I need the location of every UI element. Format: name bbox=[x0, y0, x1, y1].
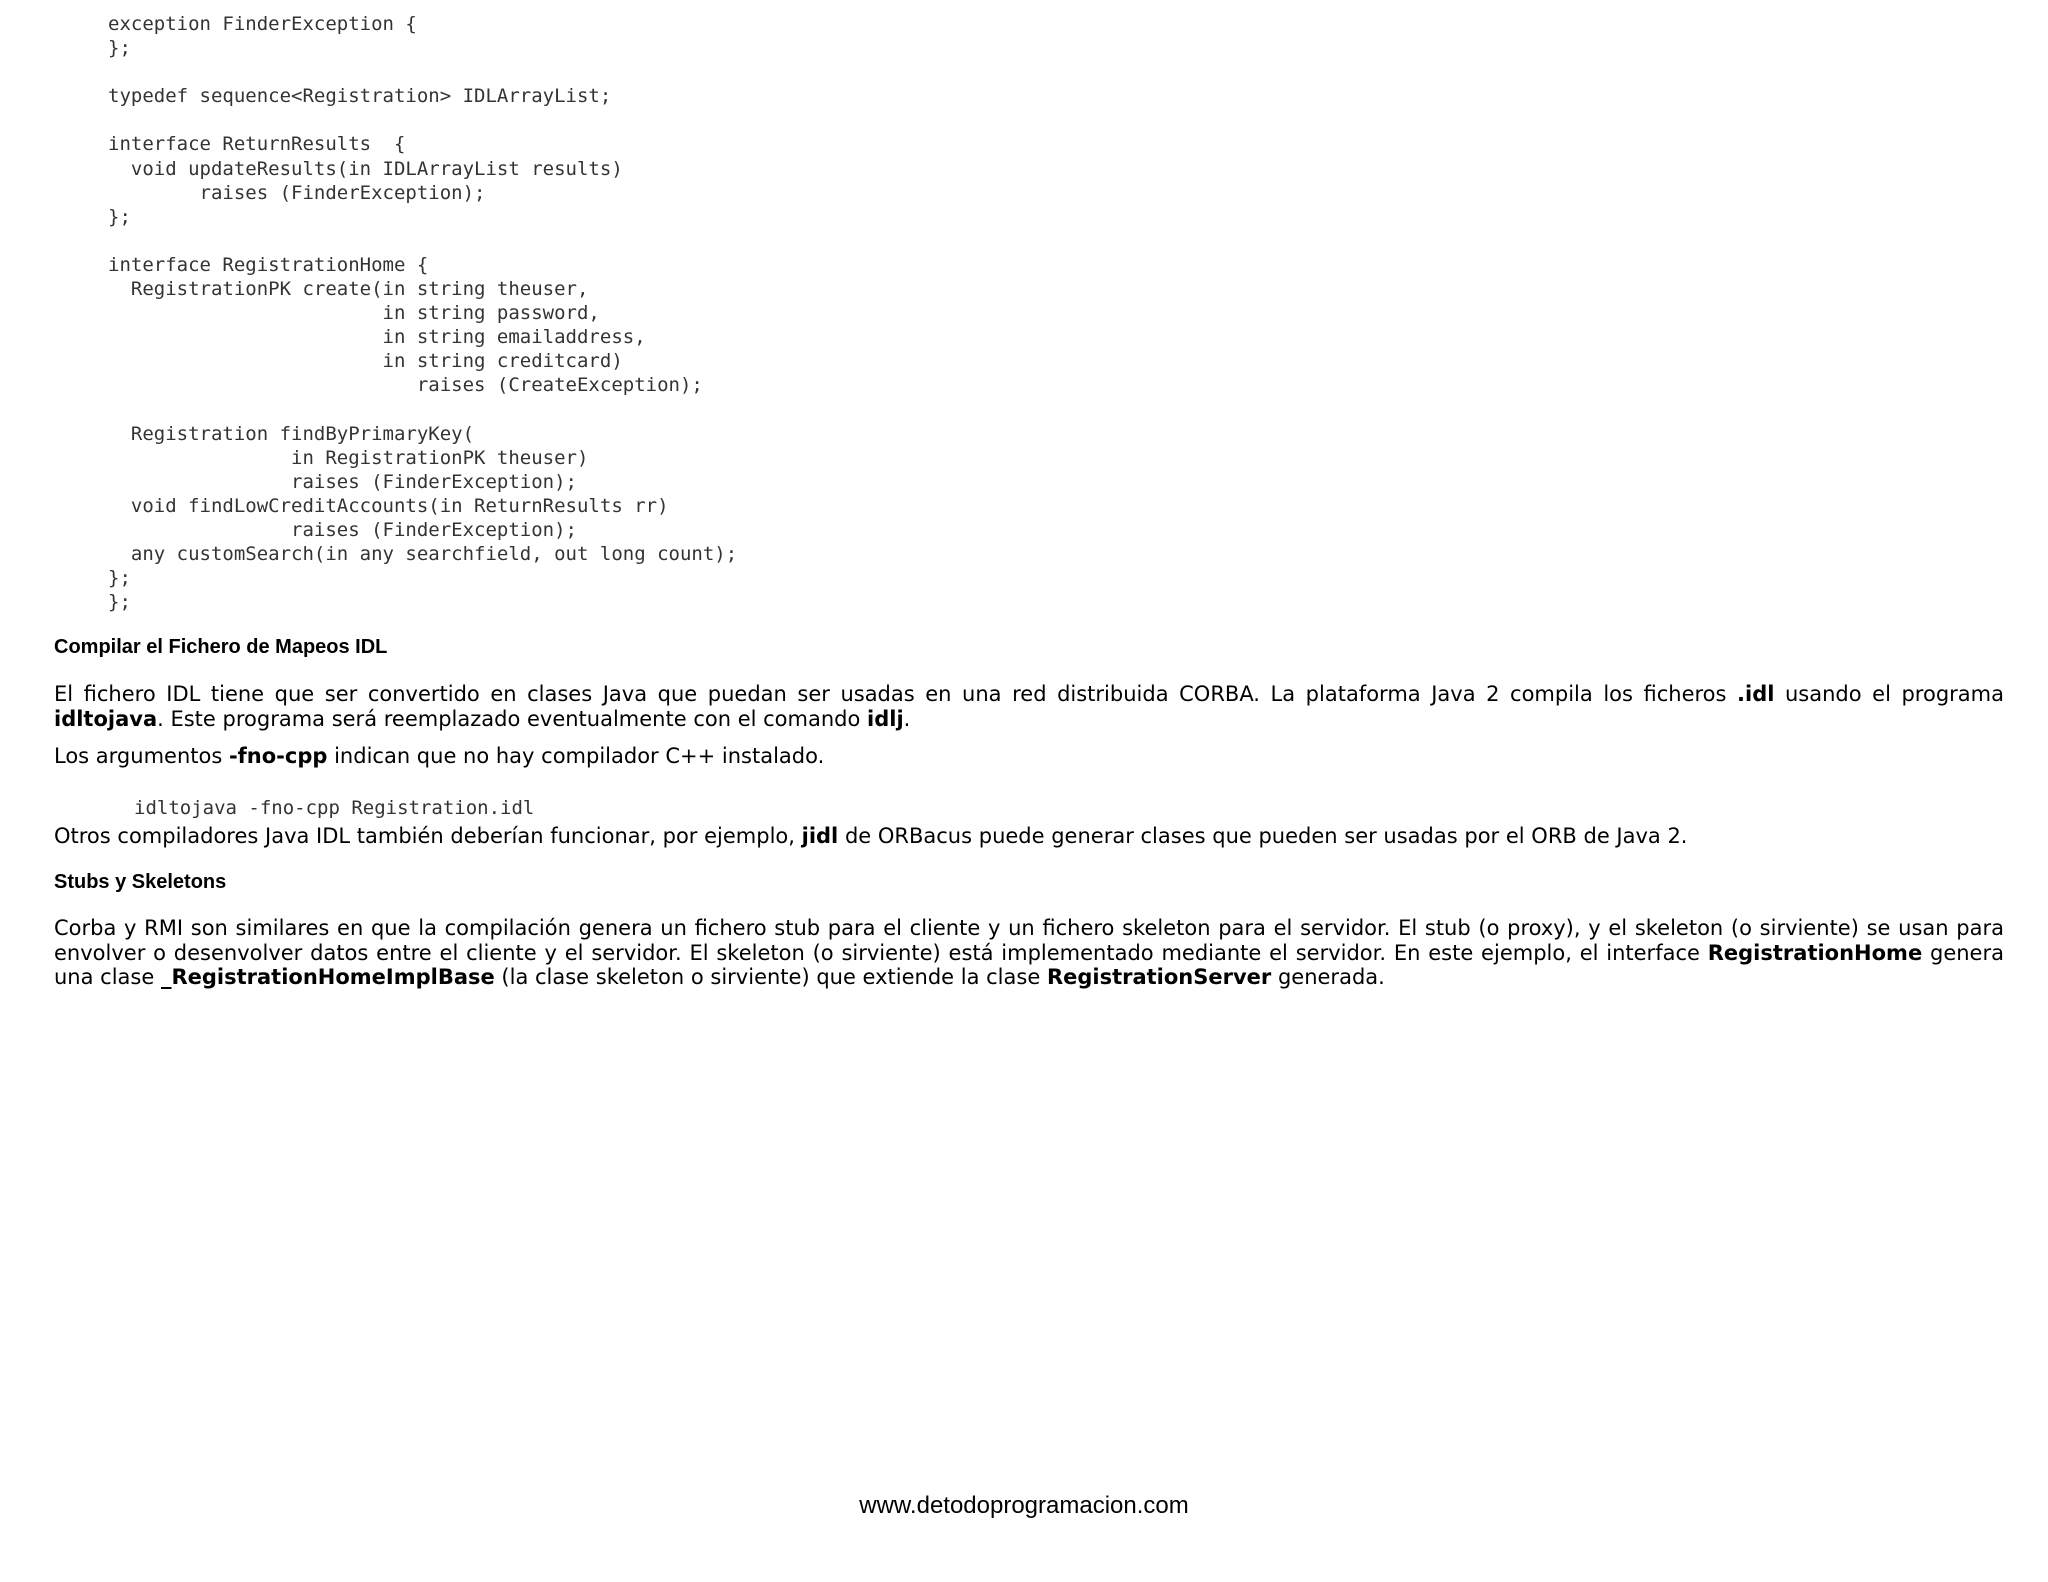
code-line: raises (CreateException); bbox=[108, 374, 703, 397]
code-line: }; bbox=[108, 37, 131, 60]
code-line bbox=[108, 229, 737, 253]
idl-code-block bbox=[108, 12, 737, 614]
code-line bbox=[108, 398, 737, 422]
code-line: in RegistrationPK theuser) bbox=[108, 446, 589, 469]
code-line: void updateResults(in IDLArrayList results) bbox=[108, 157, 623, 180]
code-line bbox=[108, 108, 737, 132]
code-line: interface ReturnResults { bbox=[108, 133, 406, 156]
code-line: void findLowCreditAccounts(in ReturnResults rr) bbox=[108, 494, 669, 517]
code-line: RegistrationPK create(in string theuser, bbox=[108, 278, 589, 301]
code-line: raises (FinderException); bbox=[108, 518, 577, 541]
code-line: }; bbox=[108, 591, 131, 614]
code-line: typedef sequence<Registration> IDLArrayList; bbox=[108, 85, 612, 108]
code-line: Registration findByPrimaryKey( bbox=[108, 422, 475, 445]
footer-url: www.detodoprogramacion.com bbox=[859, 1492, 1189, 1519]
paragraph-arguments: Los argumentos -fno-cpp indican que no hay compilador C++ instalado. bbox=[54, 744, 825, 768]
code-line: raises (FinderException); bbox=[108, 181, 486, 204]
code-line: }; bbox=[108, 205, 131, 228]
paragraph-idl-conversion: El fichero IDL tiene que ser convertido en clases Java que puedan ser usadas en una red distribuida CORBA. La plataforma Java 2 compila los ficheros .idl usando el programa idltojava. Este programa será reemplazado eventualmente con el comando idlj. bbox=[54, 682, 2004, 731]
code-line: in string password, bbox=[108, 302, 600, 325]
code-line: in string creditcard) bbox=[108, 350, 623, 373]
code-line: exception FinderException { bbox=[108, 13, 417, 35]
code-line: any customSearch(in any searchfield, out long count); bbox=[108, 543, 738, 566]
code-line: raises (FinderException); bbox=[108, 470, 577, 493]
section-heading-stubs: Stubs y Skeletons bbox=[54, 871, 227, 893]
code-line: in string emailaddress, bbox=[108, 326, 646, 349]
code-line bbox=[108, 60, 737, 84]
command-example: idltojava -fno-cpp Registration.idl bbox=[134, 797, 535, 819]
code-line: interface RegistrationHome { bbox=[108, 253, 429, 276]
paragraph-other-compilers: Otros compiladores Java IDL también deberían funcionar, por ejemplo, jidl de ORBacus puede generar clases que pueden ser usadas por el ORB de Java 2. bbox=[54, 824, 1688, 848]
section-heading-compilar: Compilar el Fichero de Mapeos IDL bbox=[54, 636, 388, 658]
code-line: }; bbox=[108, 567, 131, 590]
paragraph-stubs-skeletons: Corba y RMI son similares en que la compilación genera un fichero stub para el cliente y un fichero skeleton para el servidor. El stub (o proxy), y el skeleton (o sirviente) se usan para envolver o desenvolver datos entre el cliente y el servidor. El skeleton (o sirviente) está implementado mediante el servidor. En este ejemplo, el interface RegistrationHome genera una clase _RegistrationHomeImplBase (la clase skeleton o sirviente) que extiende la clase RegistrationServer generada. bbox=[54, 916, 2004, 989]
